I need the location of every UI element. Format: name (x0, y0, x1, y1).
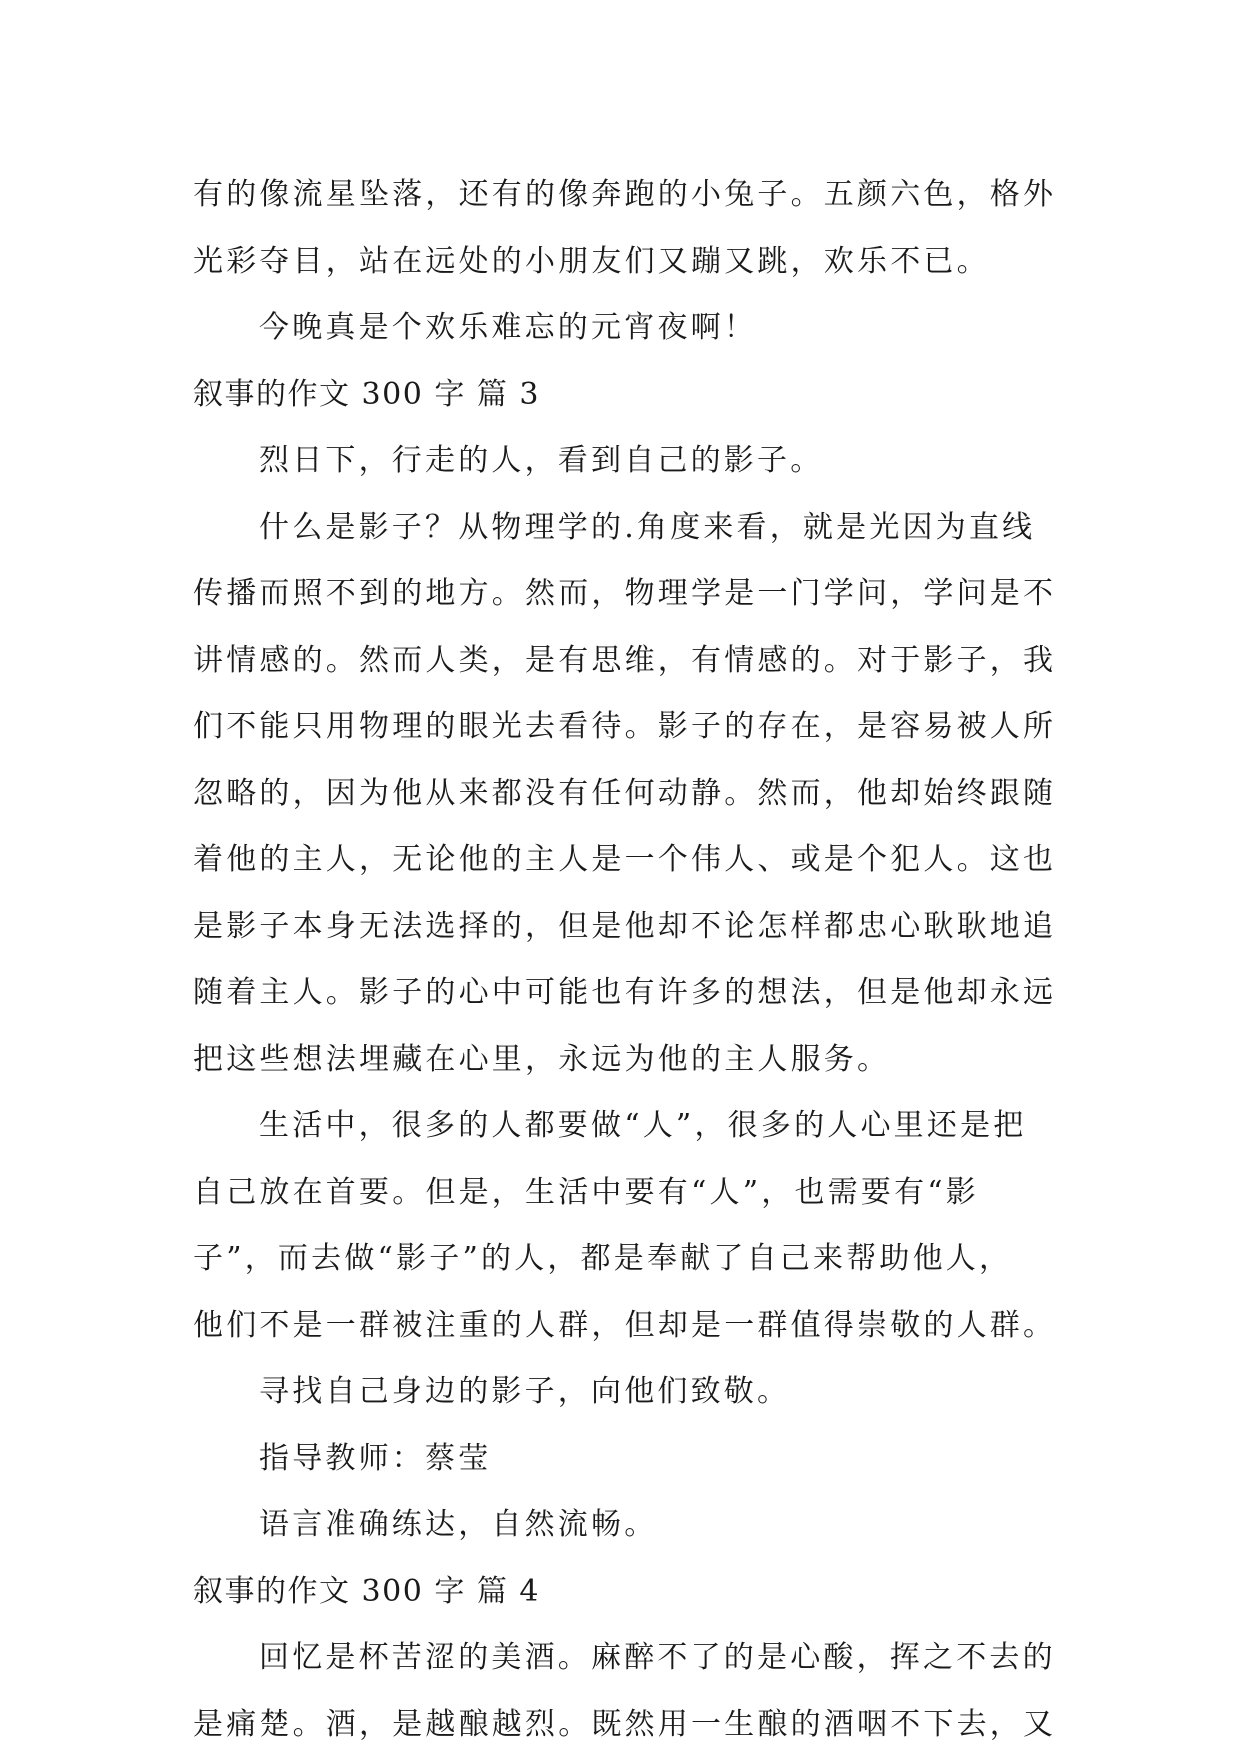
text-line: 指导教师：蔡莹 (193, 1426, 1053, 1493)
text-line: 是影子本身无法选择的，但是他却不论怎样都忠心耿耿地追 (193, 894, 1053, 961)
document-body (193, 162, 1053, 1758)
text-line: 忽略的，因为他从来都没有任何动静。然而，他却始终跟随 (193, 761, 1053, 828)
text-line: 随着主人。影子的心中可能也有许多的想法，但是他却永远 (193, 960, 1053, 1027)
text-line: 生活中，很多的人都要做“人”，很多的人心里还是把 (193, 1093, 1053, 1160)
text-line: 光彩夺目，站在远处的小朋友们又蹦又跳，欢乐不已。 (193, 229, 1053, 296)
text-line: 传播而照不到的地方。然而，物理学是一门学问，学问是不 (193, 561, 1053, 628)
text-line: 有的像流星坠落，还有的像奔跑的小兔子。五颜六色，格外 (193, 162, 1053, 229)
text-line: 烈日下，行走的人，看到自己的影子。 (193, 428, 1053, 495)
text-line: 们不能只用物理的眼光去看待。影子的存在，是容易被人所 (193, 694, 1053, 761)
text-line: 把这些想法埋藏在心里，永远为他的主人服务。 (193, 1027, 1053, 1094)
section-heading: 叙事的作文 300 字 篇 3 (193, 362, 1053, 429)
text-line: 寻找自己身边的影子，向他们致敬。 (193, 1359, 1053, 1426)
text-line: 回忆是杯苦涩的美酒。麻醉不了的是心酸，挥之不去的 (193, 1625, 1053, 1692)
text-line: 自己放在首要。但是，生活中要有“人”，也需要有“影 (193, 1160, 1053, 1227)
section-heading: 叙事的作文 300 字 篇 4 (193, 1559, 1053, 1626)
text-line: 什么是影子？从物理学的.角度来看，就是光因为直线 (193, 495, 1053, 562)
text-line: 子”，而去做“影子”的人，都是奉献了自己来帮助他人， (193, 1226, 1053, 1293)
text-line: 着他的主人，无论他的主人是一个伟人、或是个犯人。这也 (193, 827, 1053, 894)
text-line: 他们不是一群被注重的人群，但却是一群值得崇敬的人群。 (193, 1293, 1053, 1360)
text-line: 语言准确练达，自然流畅。 (193, 1492, 1053, 1559)
text-line: 讲情感的。然而人类，是有思维，有情感的。对于影子，我 (193, 628, 1053, 695)
text-line: 是痛楚。酒，是越酿越烈。既然用一生酿的酒咽不下去，又 (193, 1692, 1053, 1758)
text-line: 今晚真是个欢乐难忘的元宵夜啊！ (193, 295, 1053, 362)
